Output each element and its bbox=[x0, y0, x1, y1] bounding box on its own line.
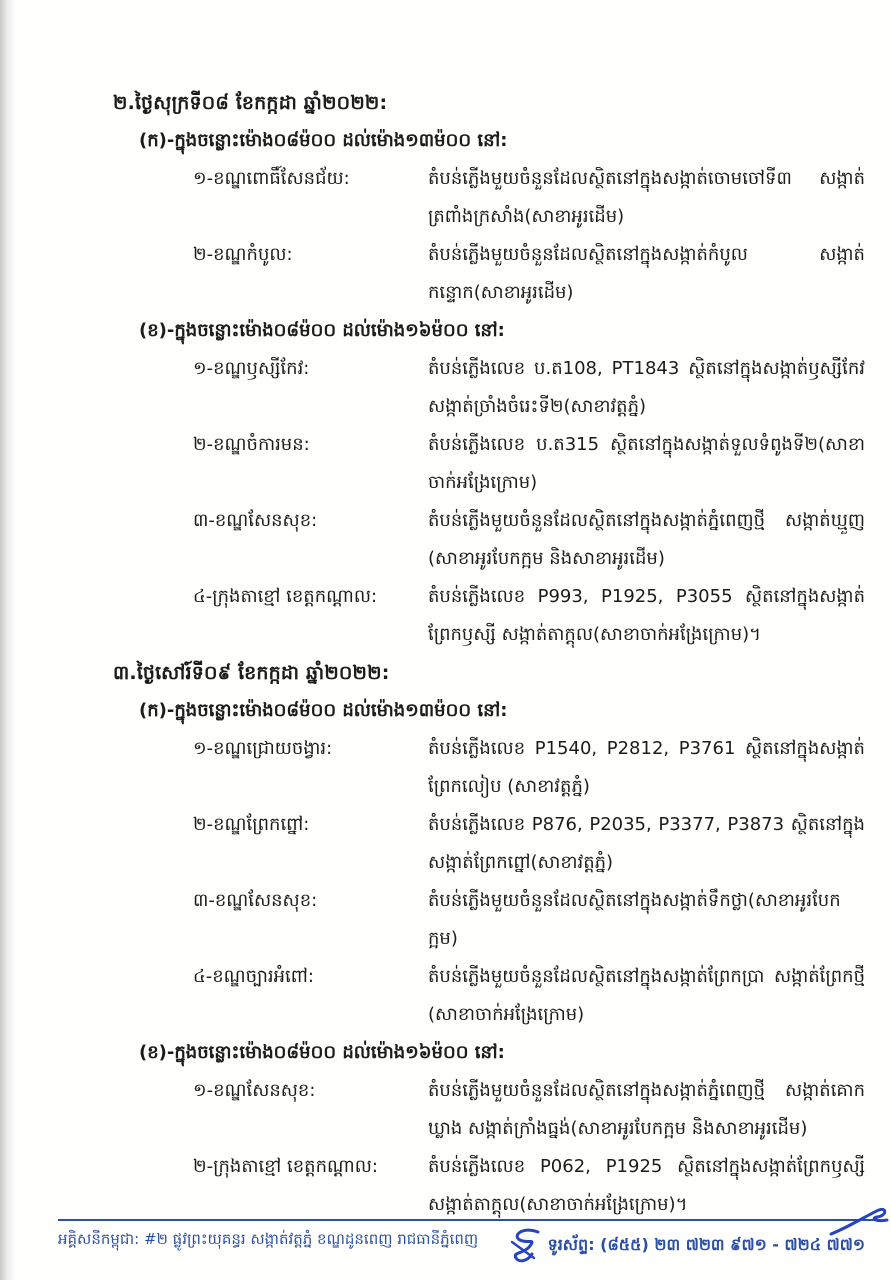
schedule-row bbox=[193, 730, 865, 806]
page-footer bbox=[58, 1219, 879, 1264]
schedule-row bbox=[193, 350, 865, 426]
schedule-row bbox=[193, 502, 865, 578]
district-detail: តំបន់ភ្លើងមួយចំនួនដែលស្ថិតនៅក្នុងសង្កាត់ភ្នំពេញថ្មី សង្កាត់គោកឃ្លាង សង្កាត់ក្រាំងធ្នង់(សាខាអូរបែកក្អម និងសាខាអូរដើម) bbox=[428, 1080, 865, 1139]
district-label: ១-ខណ្ឌឫស្សីកែវ: bbox=[193, 358, 310, 379]
district-detail: តំបន់ភ្លើងលេខ P876, P2035, P3377, P3873 ស្ថិតនៅក្នុងសង្កាត់ព្រែកព្នៅ(សាខាវត្តភ្នំ) bbox=[428, 814, 865, 873]
district-detail: តំបន់ភ្លើងមួយចំនួនដែលស្ថិតនៅក្នុងសង្កាត់ទឹកថ្លា(សាខាអូរបែកក្អម) bbox=[428, 890, 841, 949]
district-label: ១-ខណ្ឌសែនសុខ: bbox=[193, 1080, 316, 1101]
district-label: ៣-ខណ្ឌសែនសុខ: bbox=[193, 510, 318, 531]
district-detail: តំបន់ភ្លើងមួយចំនួនដែលស្ថិតនៅក្នុងសង្កាត់ចោមចៅទី៣ សង្កាត់ត្រពាំងក្រសាំង(សាខាអូរដើម) bbox=[428, 168, 865, 227]
schedule-row bbox=[193, 882, 865, 958]
district-label: ២-ខណ្ឌចំការមន: bbox=[193, 434, 310, 455]
district-label: ១-ខណ្ឌជ្រោយចង្វារ: bbox=[193, 738, 333, 759]
footer-phone: ទូរស័ព្ទ: (៨៥៥) ២៣ ៧២៣ ៩៧១ - ៧២៤ ៧៧១ bbox=[547, 1235, 865, 1254]
section-3-time-window-b: (ខ)-ក្នុងចន្លោះម៉ោង០៨ម៉០០ ដល់ម៉ោង១៦ម៉០០ នៅ: bbox=[139, 1042, 505, 1063]
section-2-time-window-a: (ក)-ក្នុងចន្លោះម៉ោង០៨ម៉០០ ដល់ម៉ោង១៣ម៉០០ នៅ: bbox=[139, 130, 508, 151]
district-detail: តំបន់ភ្លើងលេខ ប.ត315 ស្ថិតនៅក្នុងសង្កាត់ទួលទំពូងទី២(សាខាចាក់អង្រែក្រោម) bbox=[428, 434, 865, 493]
district-detail: តំបន់ភ្លើងមួយចំនួនដែលស្ថិតនៅក្នុងសង្កាត់ព្រែកប្រា សង្កាត់ព្រែកថ្មី (សាខាចាក់អង្រែក្រោម) bbox=[428, 966, 865, 1025]
schedule-row bbox=[193, 160, 865, 236]
district-detail: តំបន់ភ្លើងមួយចំនួនដែលស្ថិតនៅក្នុងសង្កាត់កំបូល សង្កាត់កន្ទោក(សាខាអូរដើម) bbox=[428, 244, 865, 303]
section-2-time-window-b: (ខ)-ក្នុងចន្លោះម៉ោង០៨ម៉០០ ដល់ម៉ោង១៦ម៉០០ នៅ: bbox=[139, 320, 505, 341]
schedule-row bbox=[193, 806, 865, 882]
district-label: ២-ក្រុងតាខ្មៅ ខេត្តកណ្ដាល: bbox=[193, 1156, 378, 1177]
phone-icon bbox=[508, 1228, 542, 1264]
district-label: ២-ខណ្ឌកំបូល: bbox=[193, 244, 293, 265]
schedule-row bbox=[193, 236, 865, 312]
footer-row bbox=[58, 1221, 879, 1264]
schedule-row bbox=[193, 958, 865, 1034]
section-3-heading: ៣.ថ្ងៃសៅរ៍ទី០៩ ខែកក្កដា ឆ្នាំ២០២២: bbox=[113, 662, 390, 684]
district-detail: តំបន់ភ្លើងលេខ P993, P1925, P3055 ស្ថិតនៅក្នុងសង្កាត់ព្រែកឫស្សី សង្កាត់តាក្ដុល(សាខាចាក់អង្រែក្រោម)។ bbox=[428, 586, 865, 645]
document-body bbox=[113, 84, 865, 1224]
footer-address: អគ្គិសនីកម្ពុជា: #២ ផ្លូវព្រះយុគន្ធរ សង្កាត់វត្តភ្នំ ខណ្ឌដូនពេញ រាជធានីភ្នំពេញ bbox=[58, 1230, 479, 1248]
district-detail: តំបន់ភ្លើងលេខ ប.ត108, PT1843 ស្ថិតនៅក្នុងសង្កាត់ឫស្សីកែវ សង្កាត់ច្រាំងចំរេះទី២(សាខាវត្តភ្នំ) bbox=[428, 358, 865, 417]
schedule-row bbox=[193, 426, 865, 502]
district-detail: តំបន់ភ្លើងមួយចំនួនដែលស្ថិតនៅក្នុងសង្កាត់ភ្នំពេញថ្មី សង្កាត់ឃ្មួញ (សាខាអូរបែកក្អម និងសាខាអូរដើម) bbox=[428, 510, 865, 569]
schedule-row bbox=[193, 578, 865, 654]
section-3-time-window-a: (ក)-ក្នុងចន្លោះម៉ោង០៨ម៉០០ ដល់ម៉ោង១៣ម៉០០ នៅ: bbox=[139, 700, 508, 721]
district-detail: តំបន់ភ្លើងលេខ P1540, P2812, P3761 ស្ថិតនៅក្នុងសង្កាត់ព្រែកលៀប (សាខាវត្តភ្នំ) bbox=[428, 738, 865, 797]
section-2-heading: ២.ថ្ងៃសុក្រទី០៨ ខែកក្កដា ឆ្នាំ២០២២: bbox=[113, 92, 388, 114]
district-label: ១-ខណ្ឌពោធិ៍សែនជ័យ: bbox=[193, 168, 350, 189]
schedule-row bbox=[193, 1148, 865, 1224]
district-label: ៤-ក្រុងតាខ្មៅ ខេត្តកណ្ដាល: bbox=[193, 586, 378, 607]
district-label: ២-ខណ្ឌព្រែកព្នៅ: bbox=[193, 814, 310, 835]
district-detail: តំបន់ភ្លើងលេខ P062, P1925 ស្ថិតនៅក្នុងសង្កាត់ព្រែកឫស្សី សង្កាត់តាក្ដុល(សាខាចាក់អង្រែក្រោម)។ bbox=[428, 1156, 865, 1215]
scan-edge-shadow bbox=[0, 0, 16, 1280]
footer-phone-group bbox=[508, 1228, 879, 1264]
schedule-row bbox=[193, 1072, 865, 1148]
district-label: ៣-ខណ្ឌសែនសុខ: bbox=[193, 890, 318, 911]
district-label: ៤-ខណ្ឌច្បារអំពៅ: bbox=[193, 966, 314, 987]
